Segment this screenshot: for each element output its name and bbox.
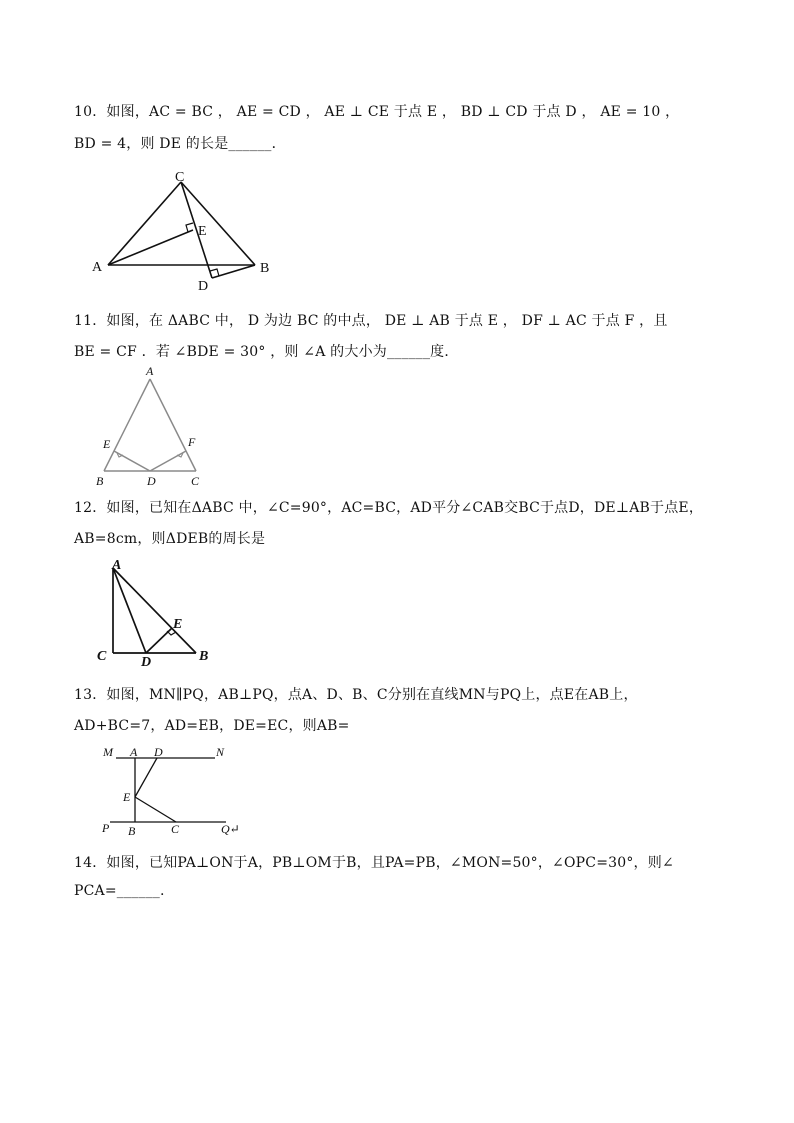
fig13-label-p: P (102, 821, 110, 835)
problem-10-figure (90, 168, 290, 293)
problem-13-line-2: AD+BC=7，AD=EB，DE=EC，则AB= (74, 718, 350, 734)
problem-11-line-2: BE = CF ．若 ∠BDE = 30° ，则 ∠A 的大小为______度． (74, 344, 459, 360)
fig12-label-d: D (141, 655, 152, 670)
problem-13-line-1: 13．如图，MN∥PQ，AB⊥PQ，点A、D、B、C分别在直线MN与PQ上，点E在AB上， (74, 687, 638, 703)
fig11-label-f: F (188, 435, 196, 449)
problem-12-line-2: AB=8cm，则ΔDEB的周长是 (74, 531, 266, 547)
fig13-label-e: E (123, 790, 131, 804)
problem-12-line-1: 12．如图，已知在ΔABC 中，∠C=90°，AC=BC，AD平分∠CAB交BC于点D，DE⊥AB于点E， (74, 500, 704, 516)
fig11-label-a: A (146, 364, 154, 378)
fig13-label-c: C (171, 822, 180, 836)
fig13-label-n: N (216, 745, 225, 759)
fig10-label-d: D (198, 279, 209, 294)
fig11-label-c: C (191, 474, 200, 488)
problem-13-figure (98, 740, 248, 840)
fig11-label-d: D (147, 474, 156, 488)
fig11-label-b: B (96, 474, 104, 488)
problem-14-line-1: 14．如图，已知PA⊥ON于A，PB⊥OM于B，且PA=PB，∠MON=50°，∠OPC=30°，则∠ (74, 855, 674, 871)
problem-12-figure (92, 556, 222, 671)
problem-11-line-1: 11．如图，在 ΔABC 中， D 为边 BC 的中点， DE ⊥ AB 于点 E ， DF ⊥ AC 于点 F ，且 (74, 313, 668, 329)
problem-10-line-1: 10．如图，AC = BC ， AE = CD ， AE ⊥ CE 于点 E ， BD ⊥ CD 于点 D ， AE = 10 ， (74, 104, 680, 120)
fig13-label-q: Q↵ (221, 822, 240, 836)
fig10-label-a: A (92, 260, 103, 275)
fig13-label-a: A (130, 745, 138, 759)
fig13-label-d: D (154, 745, 163, 759)
fig12-label-c: C (97, 649, 107, 664)
fig12-label-a: A (112, 558, 122, 573)
fig10-label-b: B (260, 261, 270, 276)
fig12-label-e: E (173, 617, 183, 632)
problem-11-figure (92, 364, 217, 489)
fig11-label-e: E (103, 437, 111, 451)
fig10-label-c: C (175, 170, 185, 185)
problem-14-line-2: PCA=______. (74, 883, 165, 899)
fig10-label-e: E (198, 224, 207, 239)
fig13-label-m: M (103, 745, 113, 759)
problem-10-line-2: BD = 4，则 DE 的长是______． (74, 136, 286, 152)
fig12-label-b: B (199, 649, 209, 664)
fig13-label-b: B (128, 824, 136, 838)
